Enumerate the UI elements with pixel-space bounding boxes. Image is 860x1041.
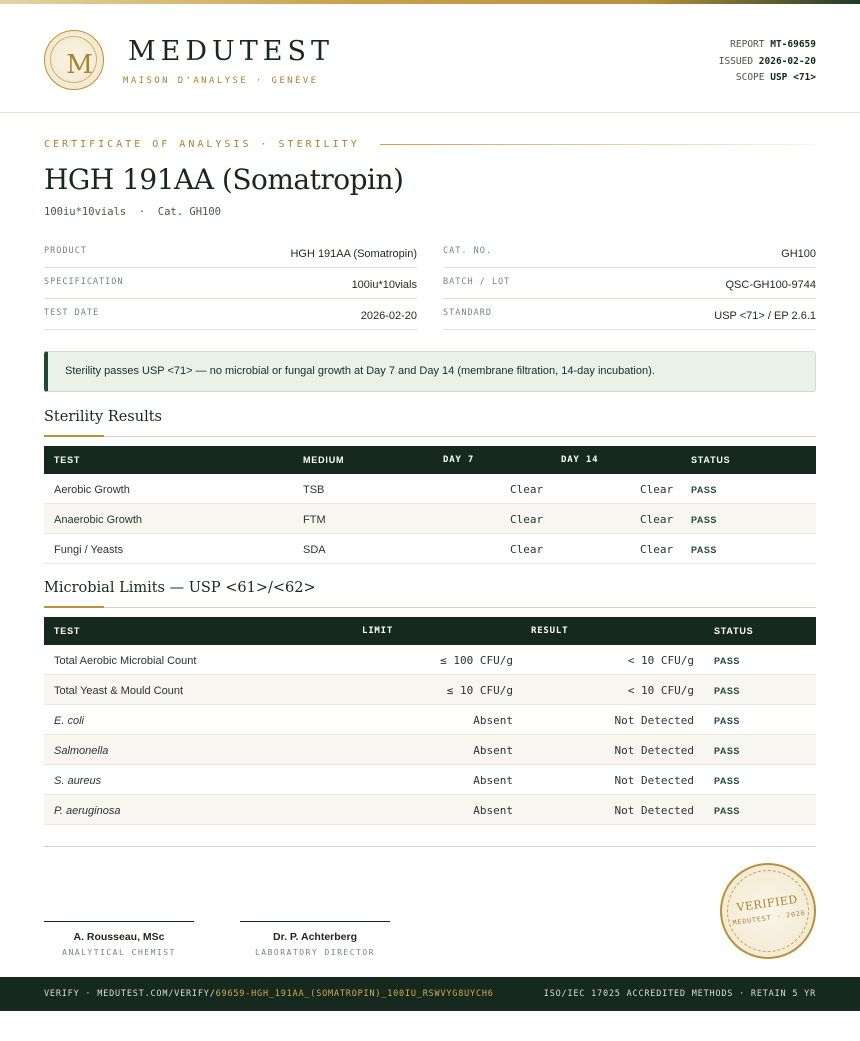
page-subtitle: 100iu*10vials · Cat. GH100	[44, 206, 222, 218]
microbial-table	[44, 617, 816, 825]
column-header-test: TEST	[54, 455, 81, 465]
report-number: MT-69659	[770, 39, 816, 50]
footer-divider	[44, 846, 816, 847]
section-accent	[44, 606, 104, 608]
table-row	[44, 765, 816, 795]
signature-block	[240, 921, 390, 957]
section-divider	[44, 436, 816, 437]
section-title-microbial: Microbial Limits — USP <61>/<62>	[44, 580, 316, 596]
cell-test: P. aeruginosa	[54, 805, 121, 817]
section-title-sterility: Sterility Results	[44, 409, 162, 425]
brand-logo	[44, 30, 104, 90]
report-label: REPORT	[730, 39, 765, 50]
sterility-table	[44, 446, 816, 564]
cell-medium: TSB	[303, 484, 325, 496]
status-badge: PASS	[714, 656, 740, 666]
section-divider	[44, 607, 816, 608]
status-badge: PASS	[714, 716, 740, 726]
info-row	[443, 299, 816, 330]
logo-letter: M	[66, 50, 93, 80]
issued-date-line	[719, 54, 816, 71]
info-value: USP <71> / EP 2.6.1	[714, 310, 816, 322]
info-row	[44, 268, 417, 299]
page-title: HGH 191AA (Somatropin)	[44, 163, 404, 196]
info-row	[44, 299, 417, 330]
document-eyebrow: CERTIFICATE OF ANALYSIS · STERILITY	[44, 139, 360, 150]
footer-bar	[0, 977, 860, 1011]
info-value: 2026-02-20	[360, 310, 417, 322]
info-key: BATCH / LOT	[443, 277, 511, 287]
column-header-medium: MEDIUM	[303, 455, 345, 465]
status-badge: PASS	[691, 545, 717, 555]
table-row	[44, 534, 816, 564]
scope-label: SCOPE	[735, 72, 765, 83]
eyebrow-divider	[380, 144, 816, 145]
info-column-left	[44, 237, 417, 330]
info-key: SPECIFICATION	[44, 277, 124, 287]
cell-medium: FTM	[303, 514, 326, 526]
cell-result: Not Detected	[614, 744, 694, 757]
cell-test: Fungi / Yeasts	[54, 544, 124, 556]
cell-result: Not Detected	[614, 804, 694, 817]
info-value: 100iu*10vials	[351, 279, 417, 291]
cell-day14: Clear	[640, 483, 674, 496]
table-row	[44, 675, 816, 705]
table-row	[44, 705, 816, 735]
info-column-right	[443, 237, 816, 330]
info-key: STANDARD	[443, 308, 492, 318]
cell-result: Not Detected	[614, 774, 694, 787]
cell-day14: Clear	[640, 513, 674, 526]
column-header-limit: LIMIT	[362, 626, 394, 636]
seal-sub-text: MEDUTEST · 2026	[732, 908, 807, 928]
column-header-day14: DAY 14	[561, 455, 599, 465]
table-row	[44, 795, 816, 825]
table-row	[44, 735, 816, 765]
cell-medium: SDA	[303, 544, 326, 556]
cell-test: Aerobic Growth	[54, 484, 130, 496]
cell-test: S. aureus	[54, 775, 102, 787]
brand-name: MEDUTEST	[128, 36, 334, 67]
verify-prefix: VERIFY · MEDUTEST.COM/VERIFY/	[44, 989, 216, 999]
table-row	[44, 504, 816, 534]
scope-value: USP <71>	[770, 72, 816, 83]
cell-result: Not Detected	[614, 714, 694, 727]
signatory-name: Dr. P. Achterberg	[272, 931, 358, 943]
cell-day7: Clear	[510, 483, 544, 496]
info-value: QSC-GH100-9744	[725, 279, 816, 291]
notice-text: Sterility passes USP <71> — no microbial or fungal growth at Day 7 and Day 14 (membrane filtration, 14-day incubation).	[65, 365, 655, 377]
cell-limit: Absent	[473, 714, 513, 727]
cell-test: E. coli	[54, 715, 84, 727]
info-key: CAT. NO.	[443, 246, 492, 256]
report-number-line	[719, 37, 816, 54]
column-header-test: TEST	[54, 626, 81, 636]
cell-test: Anaerobic Growth	[54, 514, 143, 526]
table-header	[44, 446, 816, 474]
verify-text	[44, 989, 494, 999]
issued-label: ISSUED	[718, 55, 754, 67]
signatory-name: A. Rousseau, MSc	[73, 931, 165, 943]
cell-limit: Absent	[473, 744, 513, 757]
status-badge: PASS	[714, 686, 740, 696]
sterility-notice	[44, 351, 816, 392]
info-row	[443, 268, 816, 299]
cell-result: < 10 CFU/g	[627, 654, 694, 667]
signatory-role: ANALYTICAL CHEMIST	[62, 948, 176, 957]
column-header-day7: DAY 7	[443, 455, 475, 465]
cell-day7: Clear	[510, 543, 544, 556]
table-header	[44, 617, 816, 645]
cell-limit: ≤ 10 CFU/g	[446, 684, 513, 697]
section-accent	[44, 435, 104, 437]
accreditation-text: ISO/IEC 17025 ACCREDITED METHODS · RETAIN 5 YR	[543, 989, 816, 999]
info-key: TEST DATE	[44, 308, 100, 318]
column-header-status: STATUS	[714, 626, 754, 636]
cell-day14: Clear	[640, 543, 674, 556]
column-header-status: STATUS	[691, 455, 731, 465]
cell-test: Salmonella	[54, 745, 109, 757]
cell-limit: ≤ 100 CFU/g	[440, 654, 513, 667]
cell-limit: Absent	[473, 804, 513, 817]
cell-test: Total Aerobic Microbial Count	[54, 655, 197, 667]
scope-line	[719, 70, 816, 87]
column-header-result: RESULT	[531, 626, 569, 636]
cell-result: < 10 CFU/g	[627, 684, 694, 697]
table-row	[44, 645, 816, 675]
status-badge: PASS	[691, 515, 717, 525]
logo-inner-ring	[50, 36, 97, 83]
signatory-role: LABORATORY DIRECTOR	[254, 948, 375, 957]
seal-main-text: VERIFIED	[735, 892, 799, 915]
table-row	[44, 474, 816, 504]
cell-test: Total Yeast & Mould Count	[54, 685, 184, 697]
signature-block	[44, 921, 194, 957]
cell-day7: Clear	[510, 513, 544, 526]
verify-link[interactable]: 69659-HGH_191AA_(SOMATROPIN)_100IU_RSWVYG8UYCH6	[215, 989, 494, 999]
verified-seal	[720, 863, 816, 959]
issued-date: 2026-02-20	[758, 55, 816, 67]
cell-limit: Absent	[473, 774, 513, 787]
report-meta	[719, 37, 816, 87]
info-value: HGH 191AA (Somatropin)	[290, 248, 417, 260]
report-header	[0, 4, 860, 113]
info-key: PRODUCT	[44, 246, 87, 256]
info-value: GH100	[781, 248, 816, 260]
info-row	[44, 237, 417, 268]
brand-tagline: MAISON D'ANALYSE · GENÈVE	[123, 76, 319, 86]
status-badge: PASS	[714, 776, 740, 786]
status-badge: PASS	[714, 806, 740, 816]
status-badge: PASS	[691, 485, 717, 495]
status-badge: PASS	[714, 746, 740, 756]
info-row	[443, 237, 816, 268]
